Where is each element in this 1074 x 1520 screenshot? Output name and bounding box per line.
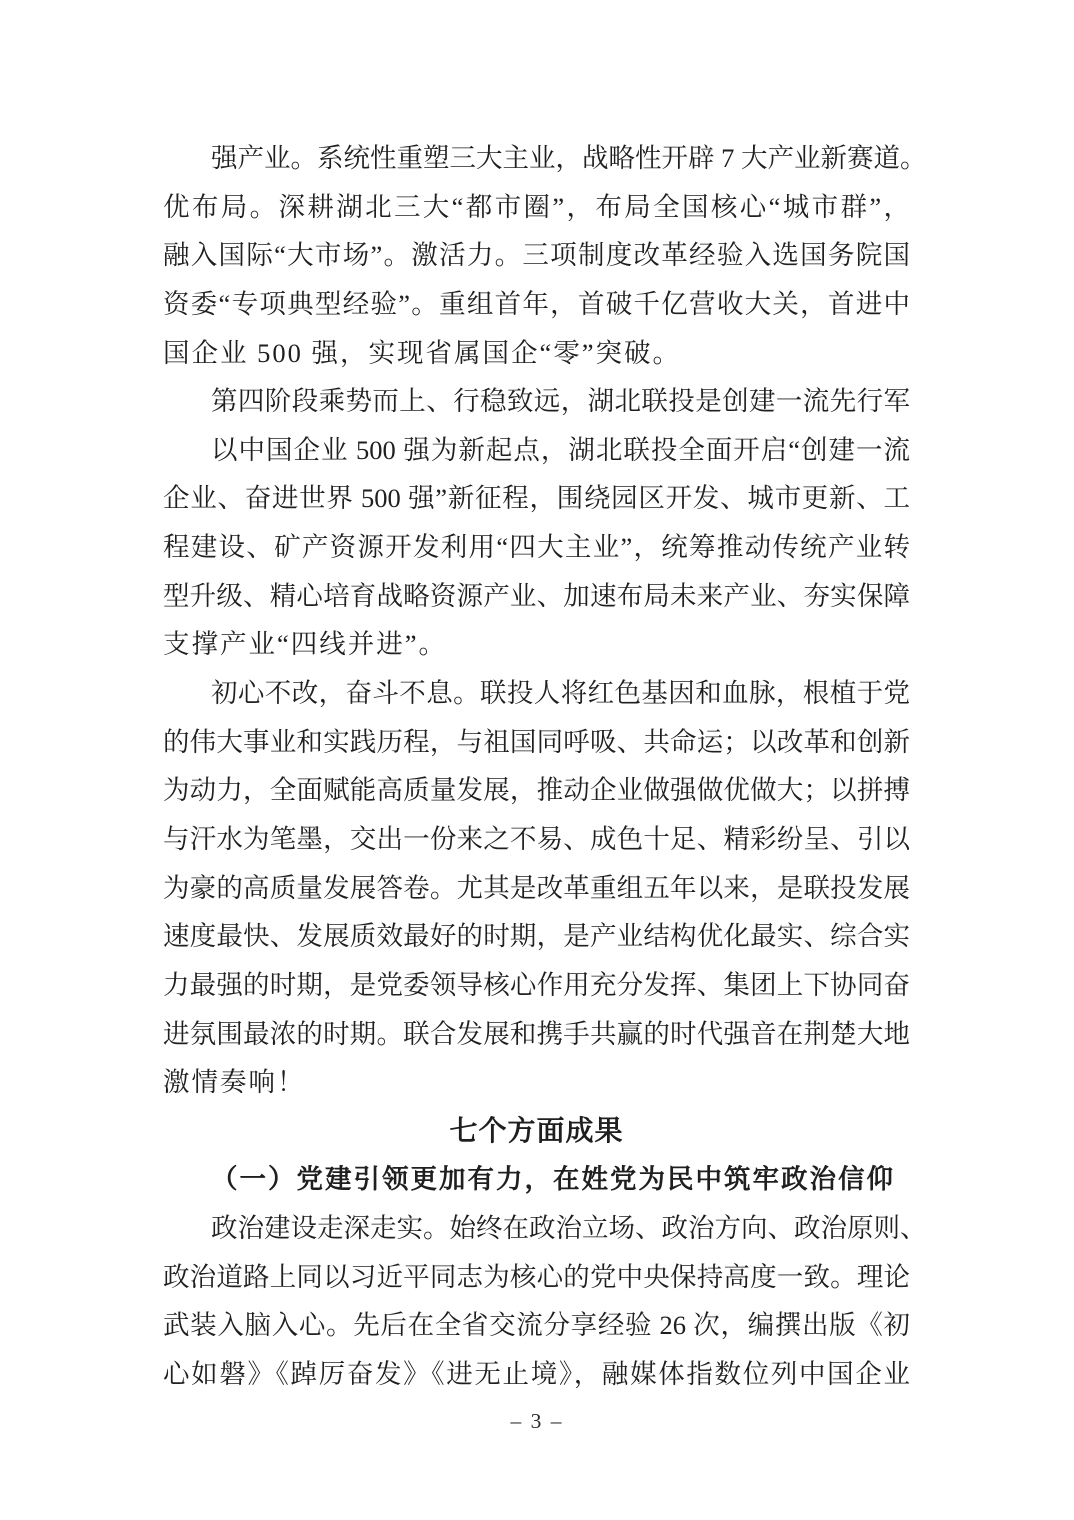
text-line: 与汗水为笔墨，交出一份来之不易、成色十足、精彩纷呈、引以 — [163, 823, 910, 854]
document-body — [163, 134, 927, 1399]
text-line: 资委“专项典型经验”。重组首年，首破千亿营收大关，首进中 — [163, 288, 910, 319]
text-line: 支撑产业“四线并进”。 — [163, 629, 448, 660]
text-line: 以中国企业 500 强为新起点，湖北联投全面开启“创建一流 — [211, 434, 910, 465]
text-line: 优布局。深耕湖北三大“都市圈”，布局全国核心“城市群”， — [163, 191, 910, 222]
text-line: 融入国际“大市场”。激活力。三项制度改革经验入选国务院国 — [163, 240, 910, 271]
text-line: 激情奏响！ — [163, 1067, 306, 1098]
text-line: 的伟大事业和实践历程，与祖国同呼吸、共命运；以改革和创新 — [163, 726, 910, 757]
text-line: 初心不改，奋斗不息。联投人将红色基因和血脉，根植于党 — [211, 678, 910, 709]
section-title: 七个方面成果 — [449, 1114, 624, 1146]
text-line: 速度最快、发展质效最好的时期，是产业结构优化最实、综合实 — [163, 921, 910, 952]
text-line: 政治道路上同以习近平同志为核心的党中央保持高度一致。理论 — [163, 1261, 910, 1292]
text-line: 型升级、精心培育战略资源产业、加速布局未来产业、夯实保障 — [163, 580, 910, 611]
text-line: 为动力，全面赋能高质量发展，推动企业做强做优做大；以拼搏 — [163, 775, 910, 806]
text-line: 进氛围最浓的时期。联合发展和携手共赢的时代强音在荆楚大地 — [163, 1018, 910, 1049]
text-line: 国企业 500 强，实现省属国企“零”突破。 — [163, 337, 682, 368]
text-line: 第四阶段乘势而上、行稳致远，湖北联投是创建一流先行军 — [211, 386, 910, 417]
page-number: – 3 – — [510, 1409, 564, 1433]
text-line: 强产业。系统性重塑三大主业，战略性开辟 7 大产业新赛道。 — [211, 143, 927, 173]
text-line: 为豪的高质量发展答卷。尤其是改革重组五年以来，是联投发展 — [163, 872, 910, 903]
subsection-title: （一）党建引领更加有力，在姓党为民中筑牢政治信仰 — [211, 1164, 895, 1195]
text-line: 政治建设走深走实。始终在政治立场、政治方向、政治原则、 — [211, 1213, 927, 1244]
text-line: 程建设、矿产资源开发利用“四大主业”，统筹推动传统产业转 — [163, 532, 910, 563]
text-line: 心如磐》《踔厉奋发》《进无止境》，融媒体指数位列中国企业 — [163, 1359, 910, 1390]
text-line: 力最强的时期，是党委领导核心作用充分发挥、集团上下协同奋 — [163, 969, 910, 1000]
text-line: 武装入脑入心。先后在全省交流分享经验 26 次，编撰出版《初 — [163, 1310, 910, 1341]
text-line: 企业、奋进世界 500 强”新征程，围绕园区开发、城市更新、工 — [163, 483, 910, 514]
